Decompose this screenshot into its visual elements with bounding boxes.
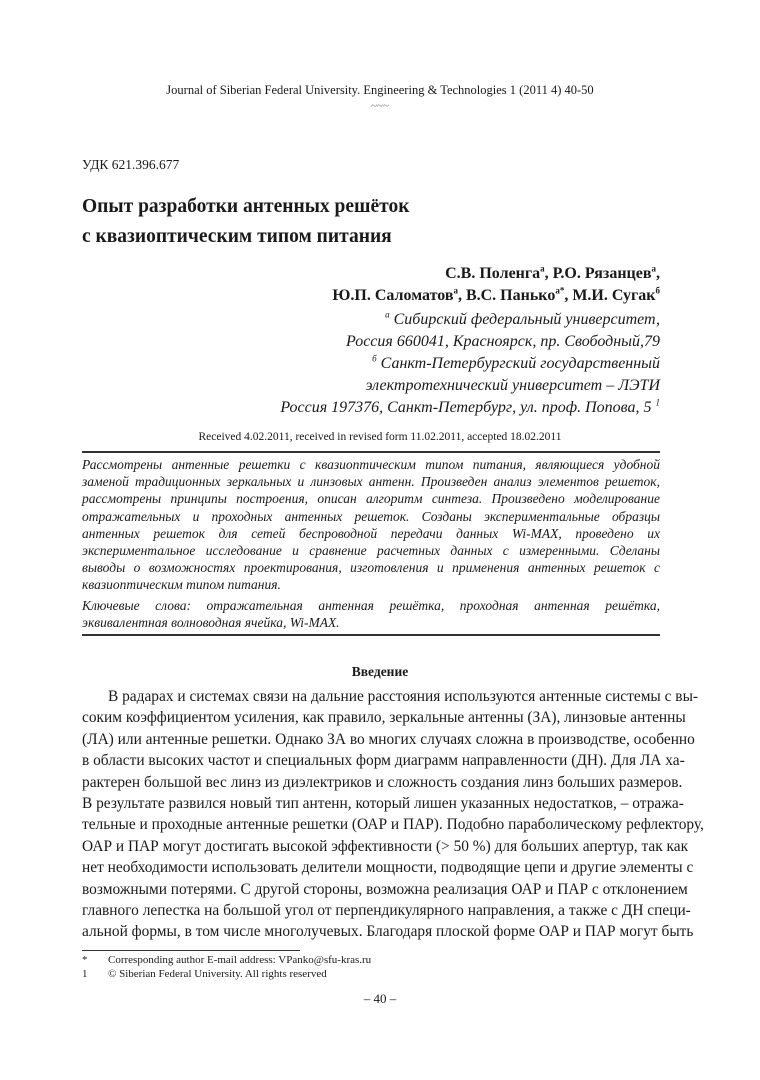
aff-sup: б xyxy=(372,353,377,364)
author: Ю.П. Саломатов xyxy=(332,287,454,304)
footnote-mark: * xyxy=(82,954,88,966)
abstract-line: экспериментальное исследование и сравнение расчетных данных с измеренными. Сделаны xyxy=(82,543,660,559)
udk-code: УДК 621.396.677 xyxy=(82,157,180,172)
affiliation-b-line-2: электротехнический университет – ЛЭТИ xyxy=(365,377,660,394)
abstract-line: Рассмотрены антенные решетки с квазиоптическим типом питания, являющиеся удобной xyxy=(82,457,660,472)
author: С.В. Поленга xyxy=(445,265,541,282)
separator: , xyxy=(564,287,573,304)
keywords-line: эквивалентная волноводная ячейка, Wi-MAX. xyxy=(82,615,340,631)
keywords xyxy=(82,597,660,631)
body-line: соким коэффициентом усиления, как правило, зеркальные антенны (ЗА), линзовые антенны xyxy=(82,709,686,727)
author-sup: б xyxy=(655,285,660,296)
abstract-line: выводы о возможностях проектирования, изготовления и применения антенных решеток с xyxy=(82,560,660,576)
page-number: – 40 – xyxy=(363,991,397,1006)
body-line: (ЛА) или антенные решетки. Однако ЗА во многих случаях сложна в производстве, особенно xyxy=(82,730,695,748)
authors-line-1 xyxy=(332,263,660,285)
keywords-line: Ключевые слова: отражательная антенная решётка, проходная антенная решётка, xyxy=(82,598,660,613)
abstract xyxy=(82,456,660,594)
footnote-text: © Siberian Federal University. All rights reserved xyxy=(108,968,327,980)
intro-body xyxy=(82,686,704,943)
author-sup: а* xyxy=(555,285,565,296)
journal-header: Journal of Siberian Federal University. Engineering & Technologies 1 (2011 4) 40-50 xyxy=(166,83,594,97)
abstract-line: рассмотрены принципы построения, описан алгоритм синтеза. Произведено моделирование xyxy=(82,491,660,507)
footnote xyxy=(82,967,371,981)
author: Р.О. Рязанцев xyxy=(552,265,652,282)
received-dates: Received 4.02.2011, received in revised form 11.02.2011, accepted 18.02.2011 xyxy=(198,431,562,443)
body-line: рактерен большой вес линз из диэлектриков и сложность создания линз больших размеров. xyxy=(82,773,683,791)
abstract-line: отражательных и проходных антенных решеток. Созданы экспериментальные образцы xyxy=(82,508,660,524)
author-sup: а xyxy=(540,263,545,274)
abstract-line: антенных решеток для сетей беспроводной передачи данных Wi-MAX, проведено их xyxy=(82,525,660,541)
affiliation-b-address-line xyxy=(280,397,660,419)
section-heading: Введение xyxy=(351,664,409,679)
author: В.С. Панько xyxy=(465,287,556,304)
body-line: тельные и проходные антенные решетки (ОАР и ПАР). Подобно параболическому рефлектору, xyxy=(82,816,704,834)
separator: , xyxy=(457,287,466,304)
aff-sup: а xyxy=(385,309,390,320)
body-line: В радарах и системах связи на дальние расстояния используются антенные системы с вы- xyxy=(108,688,699,705)
body-line: нет необходимости использовать делители мощности, подводящие цепи и другие элементы с xyxy=(82,859,694,877)
divider xyxy=(82,634,660,636)
aff-sup: 1 xyxy=(655,397,660,408)
footnote-divider xyxy=(82,950,300,951)
authors-line-2 xyxy=(332,285,660,307)
separator: , xyxy=(544,265,553,282)
abstract-line: заменой традиционных зеркальных и линзовых антенн. Произведен анализ элементов решеток, xyxy=(82,474,660,490)
body-line: В результате развился новый тип антенн, который лишен указанных недостатков, – отража- xyxy=(82,795,684,813)
affiliation-b: Санкт-Петербургский государственный xyxy=(376,355,660,372)
divider xyxy=(82,451,660,453)
abstract-line: квазиоптическим типом питания. xyxy=(82,577,281,593)
body-line: главного лепестка на большой угол от перпендикулярного направления, а также с ДН специ- xyxy=(82,902,691,920)
body-line: в области высоких частот и специальных форм диаграмм направленности (ДН). Для ЛА ха- xyxy=(82,752,685,770)
affiliations xyxy=(280,309,660,419)
author-sup: а xyxy=(453,285,458,296)
affiliation-a-address: Россия 660041, Красноярск, пр. Свободный,79 xyxy=(346,333,660,350)
body-line: ОАР и ПАР могут достигать высокой эффективности (> 50 %) для больших апертур, так как xyxy=(82,837,689,855)
author: М.И. Сугак xyxy=(572,287,656,304)
header-separator: ~~~ xyxy=(371,100,389,112)
affiliation-a: Сибирский федеральный университет, xyxy=(389,311,660,328)
article-title-line-1: Опыт разработки антенных решёток xyxy=(82,196,410,217)
affiliation-a-line xyxy=(280,309,660,331)
authors xyxy=(332,263,660,307)
footnote-text: Corresponding author E-mail address: VPanko@sfu-kras.ru xyxy=(108,954,372,966)
affiliation-b-address: Россия 197376, Санкт-Петербург, ул. проф. Попова, 5 xyxy=(280,399,656,416)
footnote-mark: 1 xyxy=(82,968,88,980)
body-line: возможными потерями. С другой стороны, возможна реализация ОАР и ПАР с отклонением xyxy=(82,880,688,898)
author-sup: а xyxy=(651,263,656,274)
article-title-line-2: с квазиоптическим типом питания xyxy=(82,226,392,247)
footnotes xyxy=(82,953,371,981)
footnote xyxy=(82,953,371,967)
body-line: альной формы, в том числе многолучевых. Благодаря плоской форме ОАР и ПАР могут быть xyxy=(82,923,694,941)
affiliation-b-line xyxy=(280,353,660,375)
separator: , xyxy=(656,265,660,282)
